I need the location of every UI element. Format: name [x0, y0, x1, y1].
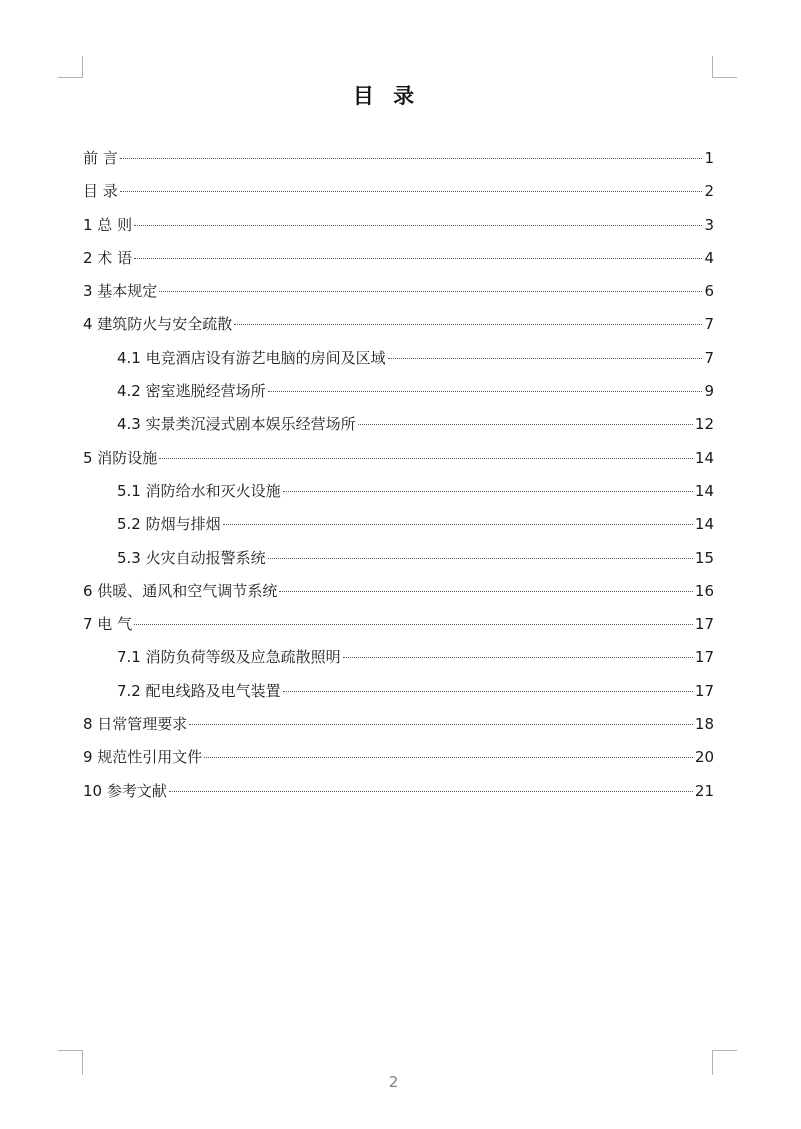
toc-dot-leader	[134, 225, 702, 226]
toc-entry-label: 5.1 消防给水和灭火设施	[117, 481, 281, 500]
toc-entry[interactable]	[83, 741, 714, 774]
toc-entry-label: 4.1 电竞酒店设有游艺电脑的房间及区域	[117, 348, 386, 367]
toc-entry[interactable]	[83, 342, 714, 375]
toc-entry-label: 6 供暖、通风和空气调节系统	[83, 581, 278, 600]
toc-entry-page-number: 7	[704, 315, 714, 334]
toc-dot-leader	[134, 258, 702, 259]
toc-entry-label: 7.2 配电线路及电气装置	[117, 681, 281, 700]
toc-entry-page-number: 17	[694, 681, 714, 700]
toc-entry-label: 5.3 火灾自动报警系统	[117, 548, 266, 567]
table-of-contents	[83, 142, 714, 808]
toc-entry[interactable]	[83, 641, 714, 674]
toc-entry-label: 4 建筑防火与安全疏散	[83, 315, 233, 334]
toc-dot-leader	[283, 491, 693, 492]
toc-entry-label: 8 日常管理要求	[83, 715, 188, 734]
crop-mark-bottom-right	[712, 1050, 737, 1075]
toc-entry-page-number: 4	[704, 248, 714, 267]
toc-dot-leader	[358, 424, 693, 425]
toc-entry-page-number: 1	[704, 149, 714, 167]
toc-entry-page-number: 9	[704, 382, 714, 401]
toc-dot-leader	[159, 458, 693, 459]
toc-dot-leader	[120, 191, 703, 192]
toc-entry[interactable]	[83, 408, 714, 441]
toc-entry-label: 4.2 密室逃脱经营场所	[117, 382, 266, 401]
toc-entry-page-number: 21	[694, 781, 714, 800]
toc-entry[interactable]	[83, 775, 714, 808]
toc-dot-leader	[343, 657, 693, 658]
toc-entry[interactable]	[83, 508, 714, 541]
toc-entry-label: 1 总 则	[83, 215, 133, 234]
toc-dot-leader	[268, 558, 693, 559]
toc-entry-page-number: 17	[694, 648, 714, 667]
toc-entry-page-number: 6	[704, 282, 714, 301]
page-number: 2	[388, 1073, 399, 1091]
toc-entry-label: 7 电 气	[83, 615, 133, 634]
toc-entry[interactable]	[83, 475, 714, 508]
toc-entry-page-number: 14	[694, 515, 714, 534]
toc-entry-page-number: 14	[694, 448, 714, 467]
toc-entry-page-number: 16	[694, 581, 714, 600]
toc-dot-leader	[169, 791, 693, 792]
toc-entry[interactable]	[83, 708, 714, 741]
toc-entry-label: 3 基本规定	[83, 282, 158, 301]
crop-mark-bottom-left	[58, 1050, 83, 1075]
toc-entry[interactable]	[83, 209, 714, 242]
toc-entry-label: 10 参考文献	[83, 781, 167, 800]
toc-entry-label: 9 规范性引用文件	[83, 748, 203, 767]
crop-mark-top-right	[712, 56, 737, 78]
toc-entry[interactable]	[83, 608, 714, 641]
toc-dot-leader	[223, 524, 693, 525]
toc-dot-leader	[268, 391, 703, 392]
toc-entry[interactable]	[83, 242, 714, 275]
toc-entry-page-number: 14	[694, 481, 714, 500]
toc-entry[interactable]	[83, 308, 714, 341]
toc-entry-label: 4.3 实景类沉浸式剧本娱乐经营场所	[117, 415, 356, 434]
toc-entry-label: 前 言	[83, 149, 118, 167]
toc-entry-label: 2 术 语	[83, 248, 133, 267]
toc-dot-leader	[120, 158, 703, 159]
toc-entry[interactable]	[83, 675, 714, 708]
toc-entry-label: 5 消防设施	[83, 448, 158, 467]
toc-dot-leader	[388, 358, 703, 359]
toc-dot-leader	[159, 291, 702, 292]
toc-entry[interactable]	[83, 542, 714, 575]
toc-entry-page-number: 15	[694, 548, 714, 567]
toc-dot-leader	[204, 757, 693, 758]
toc-entry-page-number: 20	[694, 748, 714, 767]
toc-dot-leader	[134, 624, 693, 625]
toc-entry-label: 目 录	[83, 182, 118, 201]
toc-dot-leader	[234, 324, 702, 325]
toc-dot-leader	[279, 591, 693, 592]
toc-dot-leader	[189, 724, 693, 725]
toc-entry[interactable]	[83, 442, 714, 475]
toc-entry[interactable]	[83, 175, 714, 208]
toc-entry-label: 7.1 消防负荷等级及应急疏散照明	[117, 648, 341, 667]
toc-entry[interactable]	[83, 575, 714, 608]
toc-entry-page-number: 17	[694, 615, 714, 634]
crop-mark-top-left	[58, 56, 83, 78]
toc-entry-label: 5.2 防烟与排烟	[117, 515, 221, 534]
toc-entry-page-number: 2	[704, 182, 714, 201]
toc-entry-page-number: 7	[704, 348, 714, 367]
toc-entry[interactable]	[83, 375, 714, 408]
toc-entry-page-number: 12	[694, 415, 714, 434]
toc-entry[interactable]	[83, 142, 714, 175]
toc-entry-page-number: 3	[704, 215, 714, 234]
toc-dot-leader	[283, 691, 693, 692]
page-title: 目 录	[352, 84, 421, 108]
toc-entry[interactable]	[83, 275, 714, 308]
toc-entry-page-number: 18	[694, 715, 714, 734]
